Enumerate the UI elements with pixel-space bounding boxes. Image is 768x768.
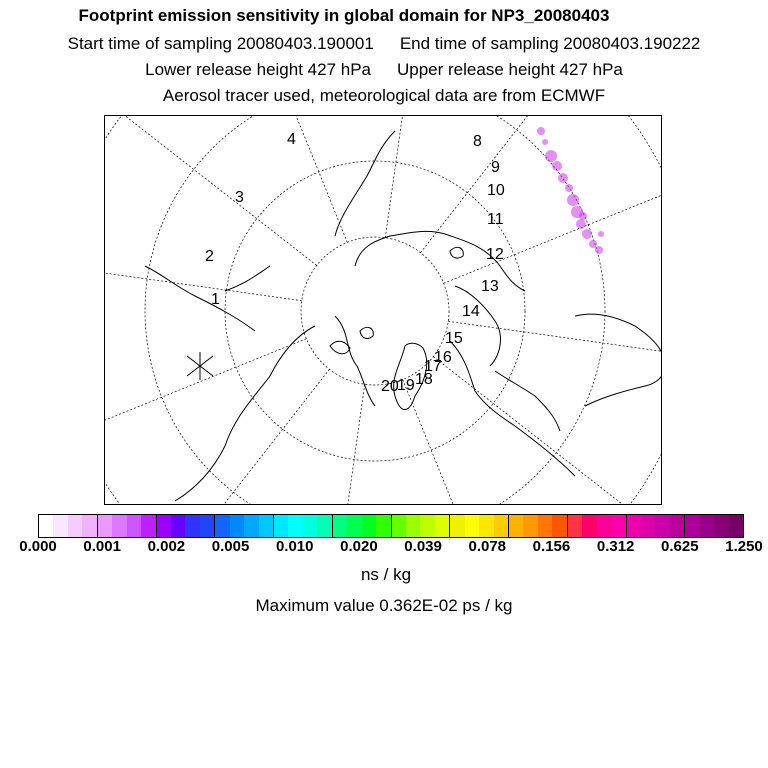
map-panel: [104, 115, 662, 505]
colorbar-cell: [406, 515, 420, 537]
trajectory-label: 3: [235, 189, 244, 206]
trajectory-label: 13: [481, 278, 499, 295]
colorbar-cell: [288, 515, 302, 537]
colorbar-cell: [53, 515, 67, 537]
meridian-line: [150, 116, 347, 242]
colorbar-cell: [97, 515, 112, 537]
colorbar-cell: [127, 515, 141, 537]
meridian-line: [448, 321, 662, 394]
colorbar-cell: [435, 515, 449, 537]
latitude-circles: [105, 116, 662, 505]
colorbar-cell: [538, 515, 552, 537]
plume-blob: [537, 127, 545, 135]
trajectory-label: 9: [491, 159, 500, 176]
meridian-line: [291, 384, 364, 505]
tracer-note: Aerosol tracer used, meteorological data are from ECMWF: [162, 86, 606, 105]
colorbar-cell: [420, 515, 434, 537]
plume-blob: [582, 229, 592, 239]
plume-blob: [579, 212, 587, 220]
upper-height-label: Upper release height 427 hPa: [397, 60, 623, 79]
trajectory-label: 8: [473, 133, 482, 150]
plume-blob: [558, 173, 568, 183]
trajectory-label: 18: [415, 371, 433, 388]
trajectory-label: 11: [487, 211, 504, 228]
colorbar-cell: [68, 515, 82, 537]
meridian-line: [105, 227, 302, 300]
colorbar-cell: [156, 515, 171, 537]
meridian-line: [105, 116, 317, 265]
colorbar-cell: [684, 515, 699, 537]
plume-blob: [595, 246, 603, 254]
colorbar-tick-label: 0.005: [211, 538, 250, 555]
plume-blob: [545, 150, 557, 162]
colorbar-cell: [449, 515, 464, 537]
polar-map: [105, 116, 662, 505]
colorbar-tick-label: 1.250: [725, 538, 763, 555]
coastline-arctic-islands: [330, 247, 463, 353]
latitude-circle-50: [105, 116, 662, 505]
coastline-africa-asia: [575, 314, 662, 406]
colorbar-cell: [171, 515, 185, 537]
colorbar-cell: [479, 515, 493, 537]
meridian-line: [385, 116, 458, 238]
release-heights: [0, 60, 768, 80]
trajectory-labels: [205, 131, 505, 395]
colorbar-tick-label: 0.002: [147, 538, 186, 555]
trajectory-label: 20: [381, 378, 399, 395]
colorbar-cell: [597, 515, 611, 537]
plume-blob: [598, 231, 604, 237]
colorbar-tick-label: 0.078: [468, 538, 507, 555]
meridian-line: [105, 339, 306, 505]
colorbar-cell: [185, 515, 199, 537]
colorbar-cell: [244, 515, 258, 537]
colorbar-tick-label: 0.625: [661, 538, 699, 555]
colorbar-cell: [391, 515, 406, 537]
colorbar-cell: [112, 515, 126, 537]
colorbar-cell: [82, 515, 96, 537]
end-time-label: End time of sampling 20080403.190222: [399, 34, 701, 53]
meridian-lines: [105, 116, 662, 505]
trajectory-label: 19: [397, 377, 415, 394]
colorbar-tick-label: 0.020: [340, 538, 378, 555]
colorbar-tick-label: 0.312: [596, 538, 635, 555]
release-location-marker: [187, 352, 213, 380]
colorbar-cell: [259, 515, 273, 537]
plume-blob: [542, 139, 548, 145]
colorbar-cell: [303, 515, 317, 537]
colorbar-tick-label: 0.010: [275, 538, 314, 555]
colorbar-cell: [670, 515, 684, 537]
colorbar-cell: [200, 515, 214, 537]
coastline-europe: [450, 341, 575, 476]
trajectory-label: 15: [445, 330, 463, 347]
trajectory-label: 1: [211, 291, 220, 308]
trajectory-label: 14: [462, 303, 480, 320]
colorbar-cell: [641, 515, 655, 537]
map-title: Footprint emission sensitivity in global domain for NP3_20080403: [78, 6, 610, 25]
sampling-times: [0, 34, 768, 54]
colorbar-cell: [626, 515, 641, 537]
colorbar-cell: [655, 515, 669, 537]
colorbar-tick-labels: [0, 538, 768, 558]
meridian-line: [433, 357, 662, 505]
colorbar-cell: [230, 515, 244, 537]
colorbar-cell: [465, 515, 479, 537]
colorbar-tick-label: 0.039: [404, 538, 442, 555]
plume-blob: [576, 219, 586, 229]
plume-blob: [565, 184, 573, 192]
colorbar-cell: [362, 515, 376, 537]
colorbar-cell: [552, 515, 566, 537]
plume-blob: [589, 240, 597, 248]
lower-height-label: Lower release height 427 hPa: [145, 60, 371, 79]
latitude-circle-70: [225, 161, 525, 461]
coastline-scandinavia: [455, 286, 500, 366]
colorbar-cell: [567, 515, 582, 537]
plume-blob: [552, 161, 562, 171]
coastline-canada: [175, 316, 375, 501]
colorbar-cell: [582, 515, 596, 537]
trajectory-label: 2: [205, 248, 214, 265]
coastlines: [145, 131, 662, 501]
latitude-circle-60: [145, 116, 605, 505]
colorbar-cell: [523, 515, 537, 537]
meridian-line: [403, 380, 600, 505]
maximum-value: Maximum value 0.362E-02 ps / kg: [255, 596, 513, 615]
colorbar-cell: [317, 515, 331, 537]
colorbar-cell: [347, 515, 361, 537]
coastline-alaska: [145, 266, 270, 331]
colorbar-cell: [214, 515, 229, 537]
colorbar-tick-label: 0.001: [83, 538, 121, 555]
trajectory-label: 4: [287, 131, 296, 148]
meridian-line: [105, 369, 329, 505]
colorbar-units: [0, 565, 768, 585]
colorbar-cell: [611, 515, 625, 537]
trajectory-label: 17: [424, 358, 442, 375]
meridian-line: [421, 116, 662, 253]
colorbar: [38, 514, 744, 538]
colorbar-cell: [714, 515, 728, 537]
colorbar-cell: [141, 515, 155, 537]
trajectory-label: 16: [434, 349, 452, 366]
colorbar-cell: [332, 515, 347, 537]
colorbar-cell: [494, 515, 508, 537]
units-label: ns / kg: [360, 565, 412, 584]
plume-blob: [567, 194, 579, 206]
colorbar-cell: [376, 515, 390, 537]
colorbar-tick-label: 0.000: [19, 538, 57, 555]
trajectory-label: 12: [486, 246, 504, 263]
colorbar-cell: [700, 515, 714, 537]
colorbar-cell: [508, 515, 523, 537]
colorbar-cell: [273, 515, 288, 537]
start-time-label: Start time of sampling 20080403.190001: [67, 34, 374, 53]
trajectory-label: 10: [487, 182, 505, 199]
colorbar-cell: [729, 515, 743, 537]
colorbar-tick-label: 0.156: [532, 538, 571, 555]
emission-plume: [537, 127, 604, 254]
colorbar-cell: [39, 515, 53, 537]
